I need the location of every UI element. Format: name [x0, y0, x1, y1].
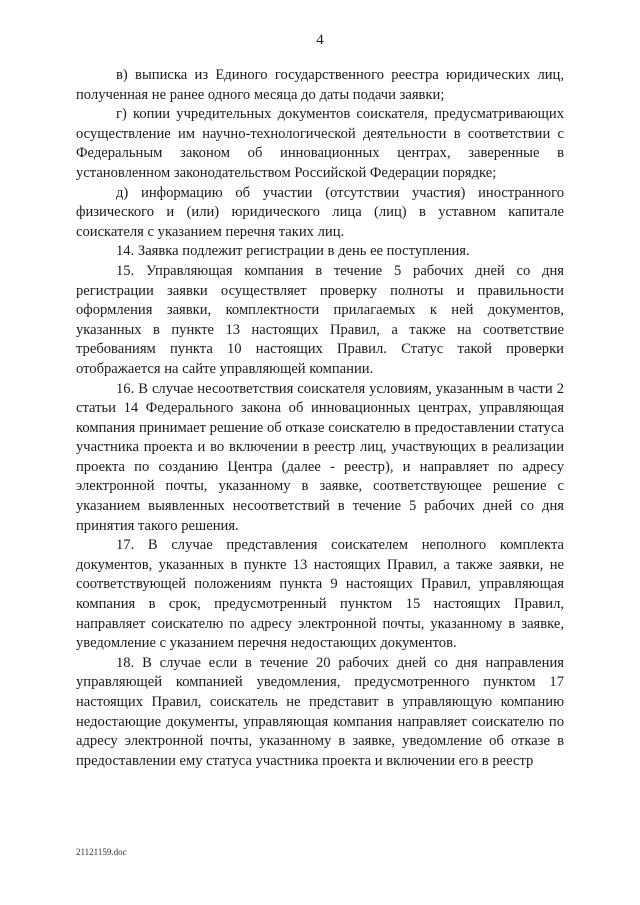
paragraph-item-v: в) выписка из Единого государственного реестра юридических лиц, полученная не ранее одного месяца до даты подачи заявки;	[76, 67, 564, 103]
paragraph-15: 15. Управляющая компания в течение 5 рабочих дней со дня регистрации заявки осуществляет проверку полноты и правильности оформления заявки, комплектности прилагаемых к ней документов, указанных в пункте 13 настоящих Правил, а также на соответствие требованиям пункта 10 настоящих Правил. Статус такой проверки отображается на сайте управляющей компании.	[76, 262, 564, 377]
paragraph-item-d: д) информацию об участии (отсутствии участия) иностранного физического и (или) юридического лица (лиц) в уставном капитале соискателя с указанием перечня таких лиц.	[76, 184, 564, 240]
file-name-footer: 21121159.doc	[76, 847, 127, 857]
paragraph-16: 16. В случае несоответствия соискателя условиям, указанным в части 2 статьи 14 Федерального закона об инновационных центрах, управляющая компания принимает решение об отказе соискателю в предоставлении статуса участника проекта и во включении в реестр лиц, участвующих в реализации проекта по созданию Центра (далее - реестр), и направляет по адресу электронной почты, указанному в заявке, соответствующее решение с указанием выявленных несоответствий в течение 5 рабочих дней со дня принятия такого решения.	[76, 380, 564, 534]
paragraph-18: 18. В случае если в течение 20 рабочих дней со дня направления управляющей компанией уведомления, предусмотренного пунктом 17 настоящих Правил, соискатель не представит в управляющую компанию недостающие документы, управляющая компания направляет соискателю по адресу электронной почты, указанному в заявке, уведомление об отказе в предоставлении ему статуса участника проекта и включении его в реестр	[76, 654, 564, 769]
paragraph-14: 14. Заявка подлежит регистрации в день ее поступления.	[116, 243, 470, 260]
paragraph-item-g: г) копии учредительных документов соискателя, предусматривающих осуществление им научно-технологической деятельности в соответствии с Федеральным законом об инновационных центрах, заверенные в установленном законодательством Российской Федерации порядке;	[76, 106, 564, 181]
page-number: 4	[316, 32, 324, 48]
document-body	[76, 66, 564, 771]
paragraph-17: 17. В случае представления соискателем неполного комплекта документов, указанных в пункте 13 настоящих Правил, а также заявки, не соответствующей положениям пункта 9 настоящих Правил, управляющая компания в срок, предусмотренный пунктом 15 настоящих Правил, направляет соискателю по адресу электронной почты, указанному в заявке, уведомление с указанием перечня недостающих документов.	[76, 537, 564, 652]
